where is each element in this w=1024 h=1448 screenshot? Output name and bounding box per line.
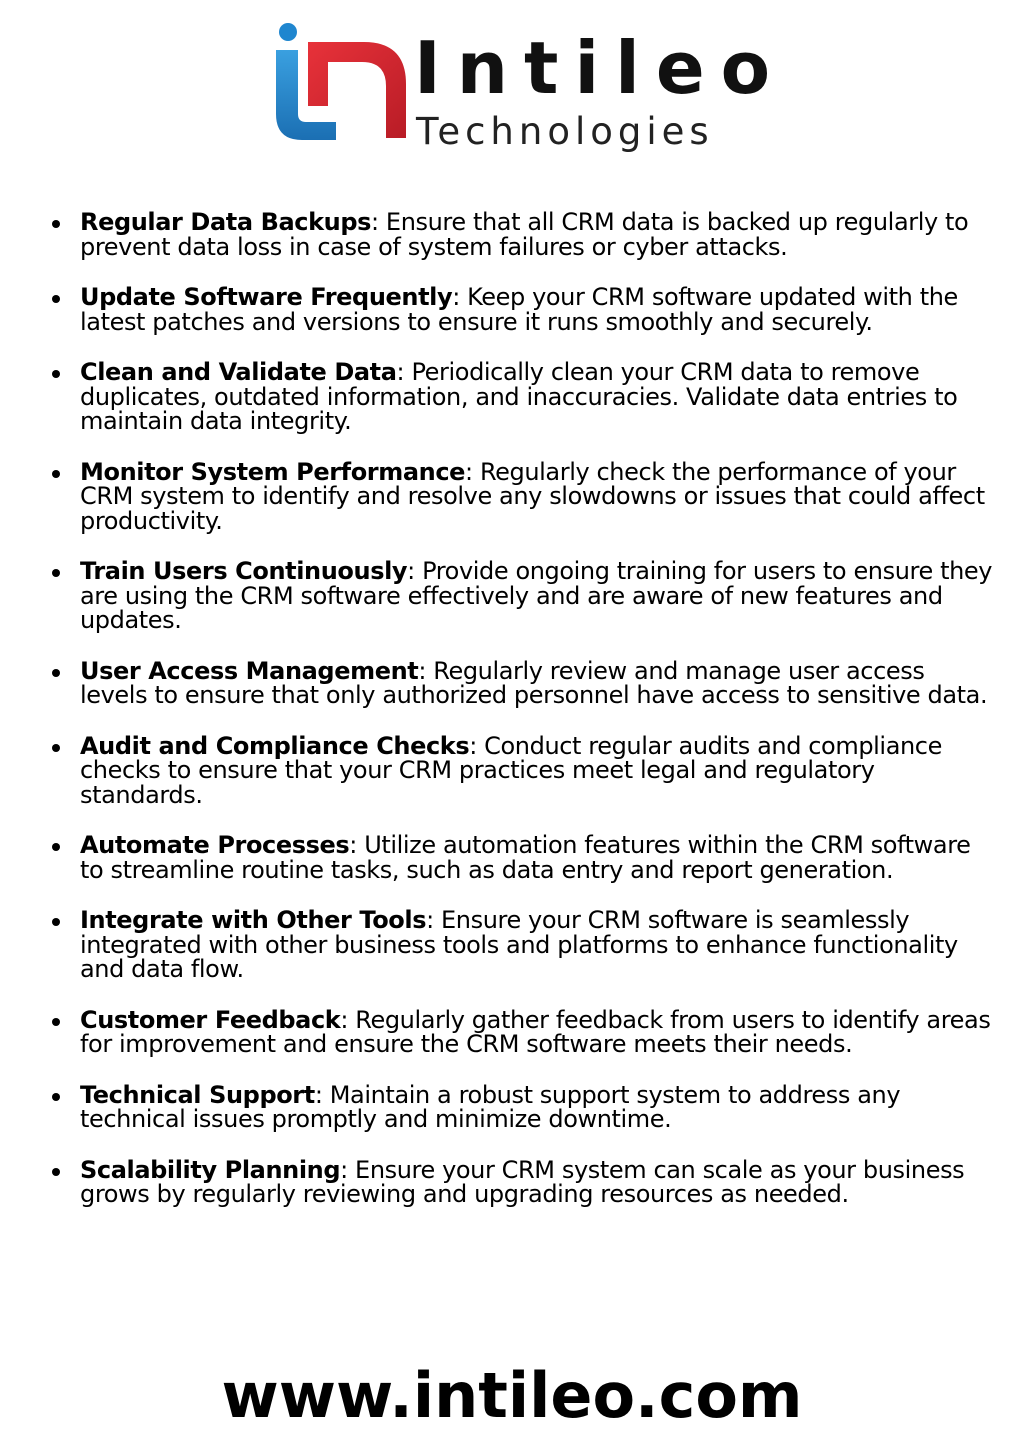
tip-text: : Ensure your CRM software is seamlessly integrated with other business tools and platforms to enhance functionality and data flow. — [80, 906, 958, 983]
header — [0, 14, 1024, 154]
list-item — [46, 559, 996, 633]
tip-text: : Conduct regular audits and compliance checks to ensure that your CRM practices meet legal and regulatory standards. — [80, 731, 942, 809]
tip-text: : Regularly gather feedback from users to identify areas for improvement and ensure the CRM software meets their needs. — [80, 1005, 991, 1058]
tip-title: User Access Management — [80, 656, 419, 685]
tip-text: : Provide ongoing training for users to ensure they are using the CRM software effectively and are aware of new features and updates. — [80, 557, 993, 634]
list-item — [46, 833, 996, 882]
list-item — [46, 285, 996, 334]
tip-title: Scalability Planning — [80, 1155, 341, 1184]
list-item — [46, 210, 996, 259]
tip-title: Audit and Compliance Checks — [80, 731, 470, 760]
list-item — [46, 908, 996, 982]
list-item — [46, 731, 996, 809]
list-item — [46, 1005, 996, 1058]
website-link[interactable]: www.intileo.com — [221, 1359, 803, 1432]
tip-title: Monitor System Performance — [80, 457, 466, 486]
brand-subtitle: Technologies — [416, 110, 714, 153]
tip-text: : Regularly review and manage user access levels to ensure that only authorized personnel have access to sensitive data. — [80, 656, 988, 709]
tip-text: : Ensure your CRM system can scale as your business grows by regularly reviewing and upgrading resources as needed. — [80, 1155, 965, 1208]
list-item — [46, 360, 996, 434]
tip-text: : Regularly check the performance of your CRM system to identify and resolve any slowdowns or issues that could affect productivity. — [80, 457, 985, 535]
tip-title: Automate Processes — [80, 831, 350, 859]
list-item — [46, 457, 996, 535]
tips-list — [46, 210, 996, 1233]
tip-title: Regular Data Backups — [80, 208, 372, 236]
brand-name: Intileo — [414, 26, 787, 110]
tip-text: : Periodically clean your CRM data to remove duplicates, outdated information, and inaccuracies. Validate data entries to maintain data integrity. — [80, 358, 958, 435]
tip-text: : Keep your CRM software updated with the latest patches and versions to ensure it runs smoothly and securely. — [80, 283, 958, 336]
tip-title: Customer Feedback — [80, 1005, 341, 1034]
tip-title: Integrate with Other Tools — [80, 906, 427, 934]
list-item — [46, 1155, 996, 1208]
tip-text: : Maintain a robust support system to address any technical issues promptly and minimize downtime. — [80, 1080, 901, 1133]
tip-title: Update Software Frequently — [80, 283, 453, 311]
list-item — [46, 1080, 996, 1133]
tip-title: Clean and Validate Data — [80, 358, 397, 386]
tip-text: : Utilize automation features within the CRM software to streamline routine tasks, such as data entry and report generation. — [80, 831, 971, 884]
tip-title: Technical Support — [80, 1080, 315, 1109]
intileo-logo-icon — [268, 18, 418, 144]
tip-text: : Ensure that all CRM data is backed up regularly to prevent data loss in case of system failures or cyber attacks. — [80, 208, 969, 261]
list-item — [46, 656, 996, 709]
tip-title: Train Users Continuously — [80, 557, 408, 585]
